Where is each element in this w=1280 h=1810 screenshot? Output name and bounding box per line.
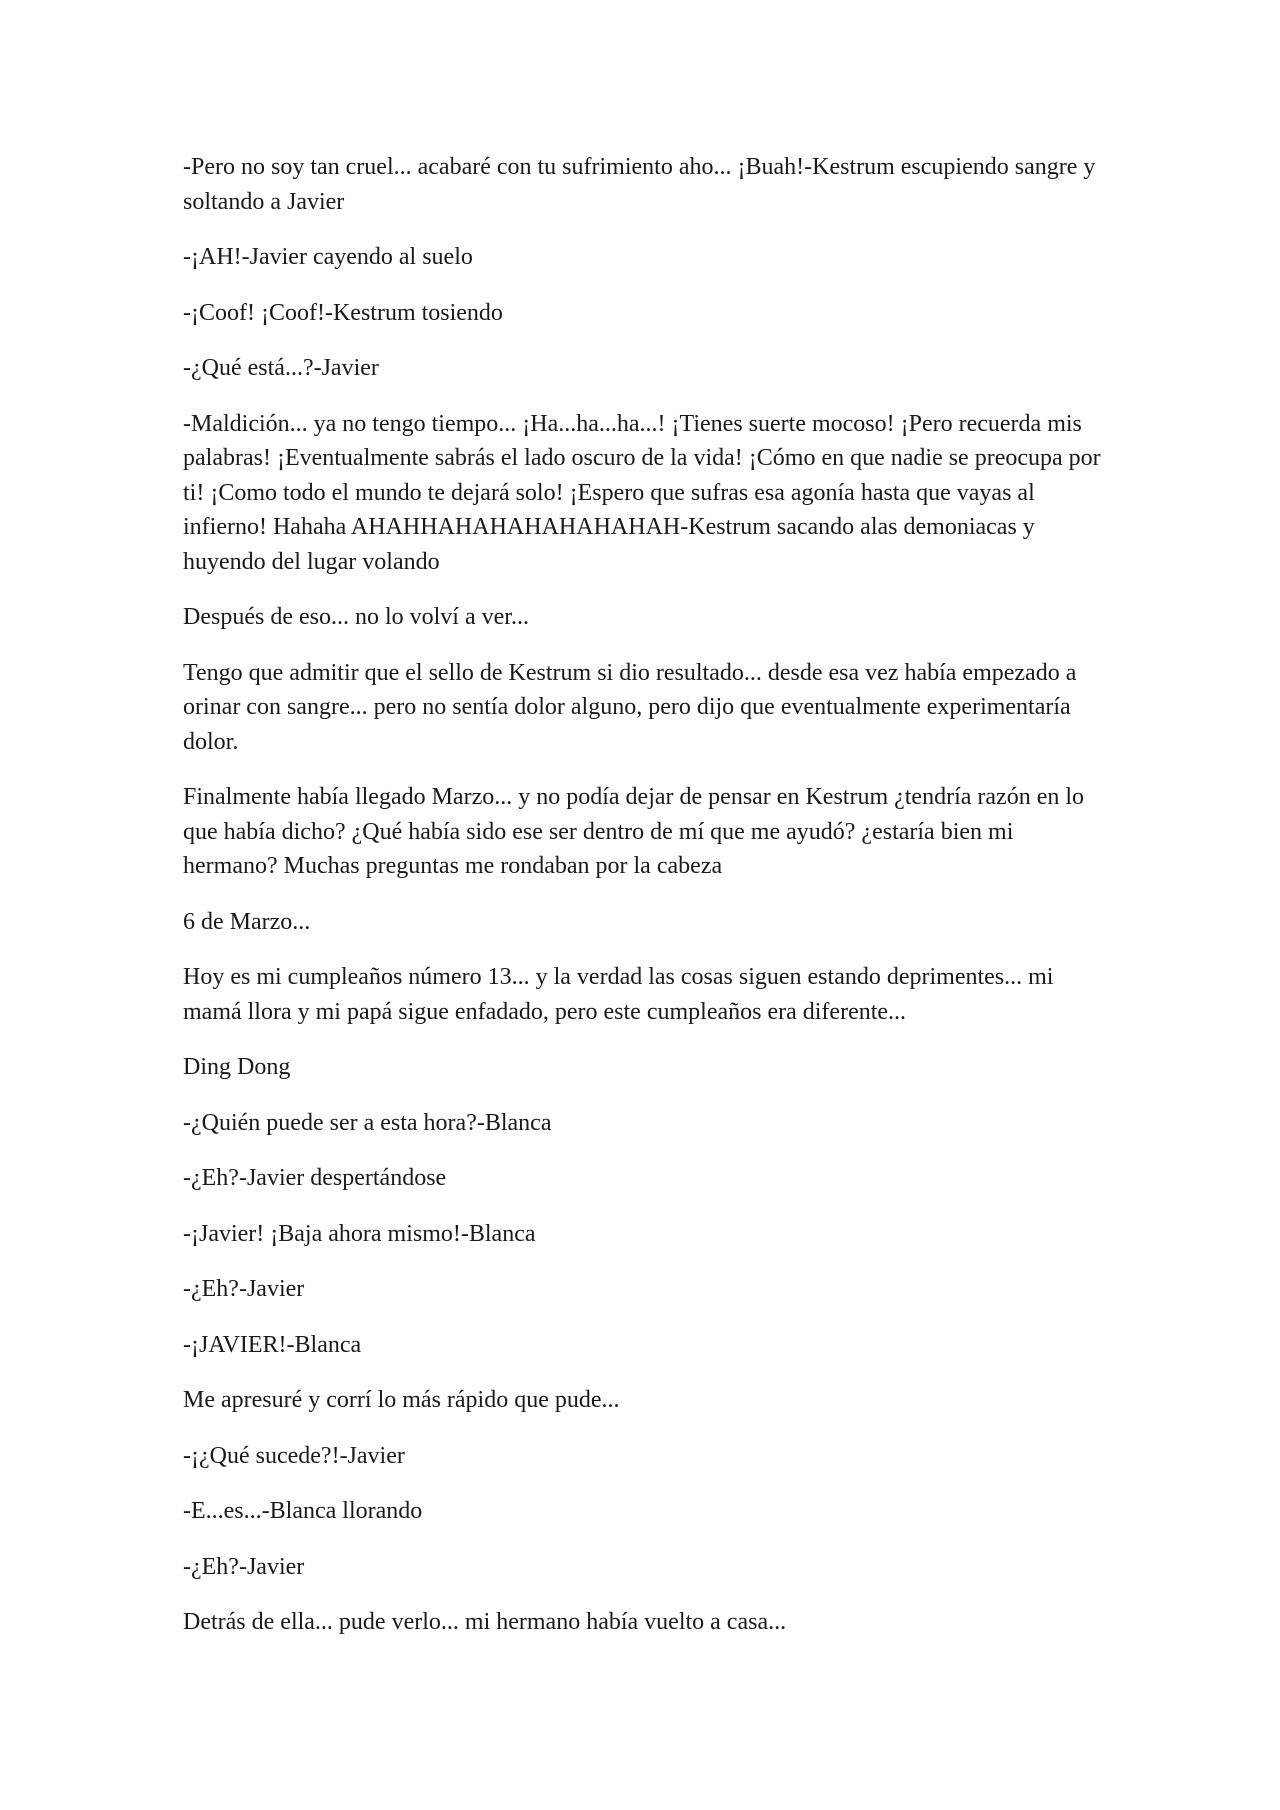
paragraph: -Maldición... ya no tengo tiempo... ¡Ha...ha...ha...! ¡Tienes suerte mocoso! ¡Pero recuerda mis palabras! ¡Eventualmente sabrás el lado oscuro de la vida! ¡Cómo en que nadie se preocupa por ti! ¡Como todo el mundo te dejará solo! ¡Espero que sufras esa agonía hasta que vayas al infierno! Hahaha AHAHHAHAHAHAHAHAHAH-Kestrum sacando alas demoniacas y huyendo del lugar volando [183, 410, 1101, 575]
paragraph: Hoy es mi cumpleaños número 13... y la verdad las cosas siguen estando deprimentes... mi mamá llora y mi papá sigue enfadado, pero este cumpleaños era diferente... [183, 964, 1054, 1025]
paragraph: -¡Coof! ¡Coof!-Kestrum tosiendo [183, 299, 503, 326]
paragraph: Finalmente había llegado Marzo... y no podía dejar de pensar en Kestrum ¿tendría razón en lo que había dicho? ¿Qué había sido ese ser dentro de mí que me ayudó? ¿estaría bien mi hermano? Muchas preguntas me rondaban por la cabeza [183, 784, 1085, 879]
paragraph: Después de eso... no lo volví a ver... [183, 604, 529, 630]
paragraph: -¡¿Qué sucede?!-Javier [183, 1442, 405, 1469]
paragraph: -Pero no soy tan cruel... acabaré con tu sufrimiento aho... ¡Buah!-Kestrum escupiendo sangre y soltando a Javier [183, 154, 1096, 215]
paragraph: -¿Qué está...?-Javier [183, 355, 379, 381]
paragraph: Tengo que admitir que el sello de Kestrum si dio resultado... desde esa vez había empezado a orinar con sangre... pero no sentía dolor alguno, pero dijo que eventualmente experimentaría dolor. [183, 659, 1077, 755]
paragraph: -¿Quién puede ser a esta hora?-Blanca [183, 1109, 552, 1136]
paragraph: -¡Javier! ¡Baja ahora mismo!-Blanca [183, 1220, 536, 1247]
paragraph: 6 de Marzo... [183, 908, 311, 935]
paragraph: -¡AH!-Javier cayendo al suelo [183, 244, 473, 270]
paragraph: Me apresuré y corrí lo más rápido que pude... [183, 1387, 620, 1413]
paragraph: -¿Eh?-Javier despertándose [183, 1165, 447, 1191]
paragraph: Ding Dong [183, 1054, 291, 1080]
paragraph: Detrás de ella... pude verlo... mi hermano había vuelto a casa... [183, 1609, 787, 1635]
paragraph: -¡JAVIER!-Blanca [183, 1331, 362, 1358]
paragraph: -¿Eh?-Javier [183, 1276, 305, 1302]
document-body [183, 150, 1103, 1661]
paragraph: -¿Eh?-Javier [183, 1553, 305, 1580]
paragraph: -E...es...-Blanca llorando [183, 1498, 423, 1524]
